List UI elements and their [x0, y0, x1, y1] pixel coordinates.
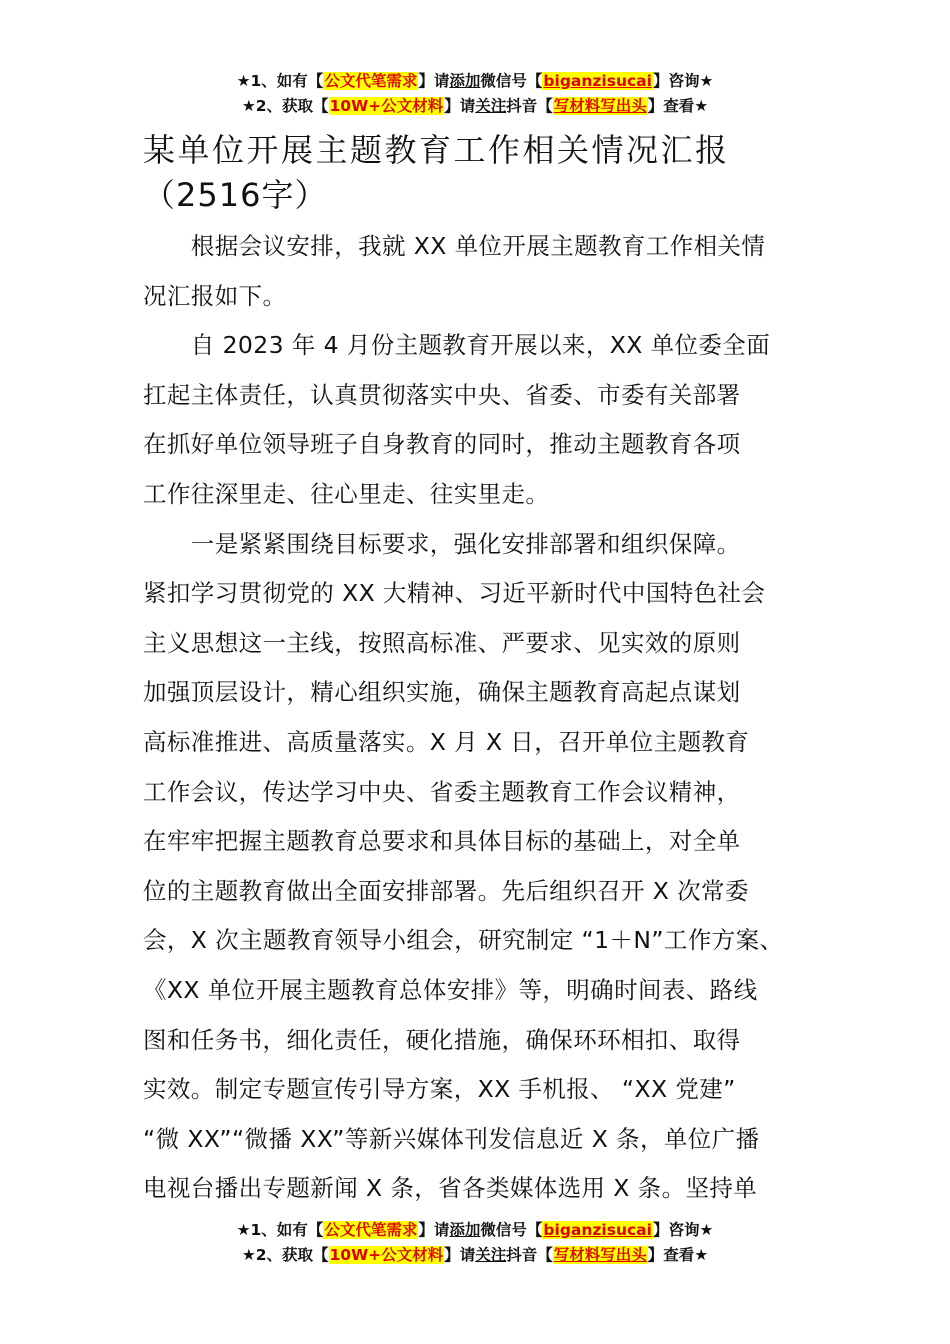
body-line: 高标准推进、高质量落实。X 月 X 日，召开单位主题教育 — [143, 728, 750, 756]
document-title: 某单位开展主题教育工作相关情况汇报 — [143, 131, 730, 169]
body-line: 位的主题教育做出全面安排部署。先后组织召开 X 次常委 — [143, 876, 749, 905]
banner-text: 关注 — [475, 1246, 507, 1264]
bracket: 】 — [418, 72, 434, 90]
banner-text: 请 — [459, 97, 476, 115]
body-line: 工作会议，传达学习中央、省委主题教育工作会议精神， — [143, 777, 741, 806]
promo-banner-top-line1 — [0, 70, 950, 92]
banner-text: ★2、获取 — [241, 1246, 313, 1264]
bracket: 【 — [307, 72, 324, 90]
highlight-materials: 10W+公文材料 — [329, 97, 444, 115]
promo-banner-bottom-line2 — [0, 1244, 950, 1266]
banner-text: ★2、获取 — [241, 97, 313, 115]
bracket: 【 — [313, 1246, 329, 1264]
bracket: 】 — [652, 1221, 669, 1239]
body-line: 主义思想这一主线，按照高标准、严要求、见实效的原则 — [143, 628, 741, 657]
bracket: 】 — [647, 97, 664, 115]
body-line: 电视台播出专题新闻 X 条，省各类媒体选用 X 条。坚持单 — [143, 1174, 758, 1203]
banner-text: 咨询★ — [668, 72, 714, 90]
body-line: 况汇报如下。 — [143, 281, 287, 310]
body-line: 扛起主体责任，认真贯彻落实中央、省委、市委有关部署 — [143, 380, 741, 409]
highlight-wechat-id: biganzisucai — [543, 72, 652, 90]
banner-text: 微信号 — [480, 1221, 527, 1239]
highlight-douyin-id: 写材料写出头 — [553, 97, 647, 115]
promo-banner-top-line2 — [0, 95, 950, 117]
bracket: 】 — [418, 1221, 434, 1239]
body-line: 自 2023 年 4 月份主题教育开展以来，XX 单位委全面 — [143, 331, 771, 360]
bracket: 【 — [526, 1221, 543, 1239]
banner-text: 添加 — [449, 72, 481, 90]
banner-text: 请 — [433, 1221, 450, 1239]
body-line: 根据会议安排，我就 XX 单位开展主题教育工作相关情 — [143, 232, 766, 260]
banner-text: 请 — [459, 1246, 476, 1264]
document-subtitle: （2516字） — [143, 176, 328, 214]
banner-text: 关注 — [475, 97, 507, 115]
highlight-douyin-id: 写材料写出头 — [553, 1246, 647, 1264]
bracket: 【 — [307, 1221, 324, 1239]
body-line: 会，X 次主题教育领导小组会，研究制定 “1＋N”工作方案、 — [143, 926, 784, 955]
banner-text: 查看★ — [663, 97, 709, 115]
banner-text: 抖音 — [506, 97, 538, 115]
highlight-wechat-id: biganzisucai — [543, 1221, 652, 1239]
highlight-service: 公文代笔需求 — [324, 1221, 418, 1239]
banner-text: 微信号 — [480, 72, 527, 90]
bracket: 【 — [313, 97, 329, 115]
bracket: 】 — [647, 1246, 664, 1264]
banner-text: 抖音 — [506, 1246, 538, 1264]
bracket: 【 — [537, 1246, 553, 1264]
body-line: 在抓好单位领导班子自身教育的同时，推动主题教育各项 — [143, 430, 741, 459]
promo-banner-bottom-line1 — [0, 1219, 950, 1241]
body-line: “微 XX”“微播 XX”等新兴媒体刊发信息近 X 条，单位广播 — [143, 1124, 760, 1153]
body-line: 在牢牢把握主题教育总要求和具体目标的基础上，对全单 — [143, 827, 741, 856]
body-line: 实效。制定专题宣传引导方案，XX 手机报、 “XX 党建” — [143, 1075, 736, 1104]
body-line: 紧扣学习贯彻党的 XX 大精神、习近平新时代中国特色社会 — [143, 579, 766, 608]
body-line: 《XX 单位开展主题教育总体安排》等，明确时间表、路线 — [143, 976, 758, 1004]
highlight-materials: 10W+公文材料 — [329, 1246, 444, 1264]
bracket: 】 — [652, 72, 669, 90]
body-line: 图和任务书，细化责任，硬化措施，确保环环相扣、取得 — [143, 1025, 741, 1054]
banner-text: 咨询★ — [668, 1221, 714, 1239]
banner-text: ★1、如有 — [236, 72, 308, 90]
banner-text: 添加 — [449, 1221, 481, 1239]
bracket: 【 — [537, 97, 553, 115]
bracket: 】 — [444, 97, 460, 115]
highlight-service: 公文代笔需求 — [324, 72, 418, 90]
banner-text: 请 — [433, 72, 450, 90]
banner-text: 查看★ — [663, 1246, 709, 1264]
body-line: 一是紧紧围绕目标要求，强化安排部署和组织保障。 — [143, 529, 741, 558]
bracket: 】 — [444, 1246, 460, 1264]
banner-text: ★1、如有 — [236, 1221, 308, 1239]
bracket: 【 — [526, 72, 543, 90]
body-line: 工作往深里走、往心里走、往实里走。 — [143, 480, 550, 508]
body-line: 加强顶层设计，精心组织实施，确保主题教育高起点谋划 — [143, 678, 741, 707]
